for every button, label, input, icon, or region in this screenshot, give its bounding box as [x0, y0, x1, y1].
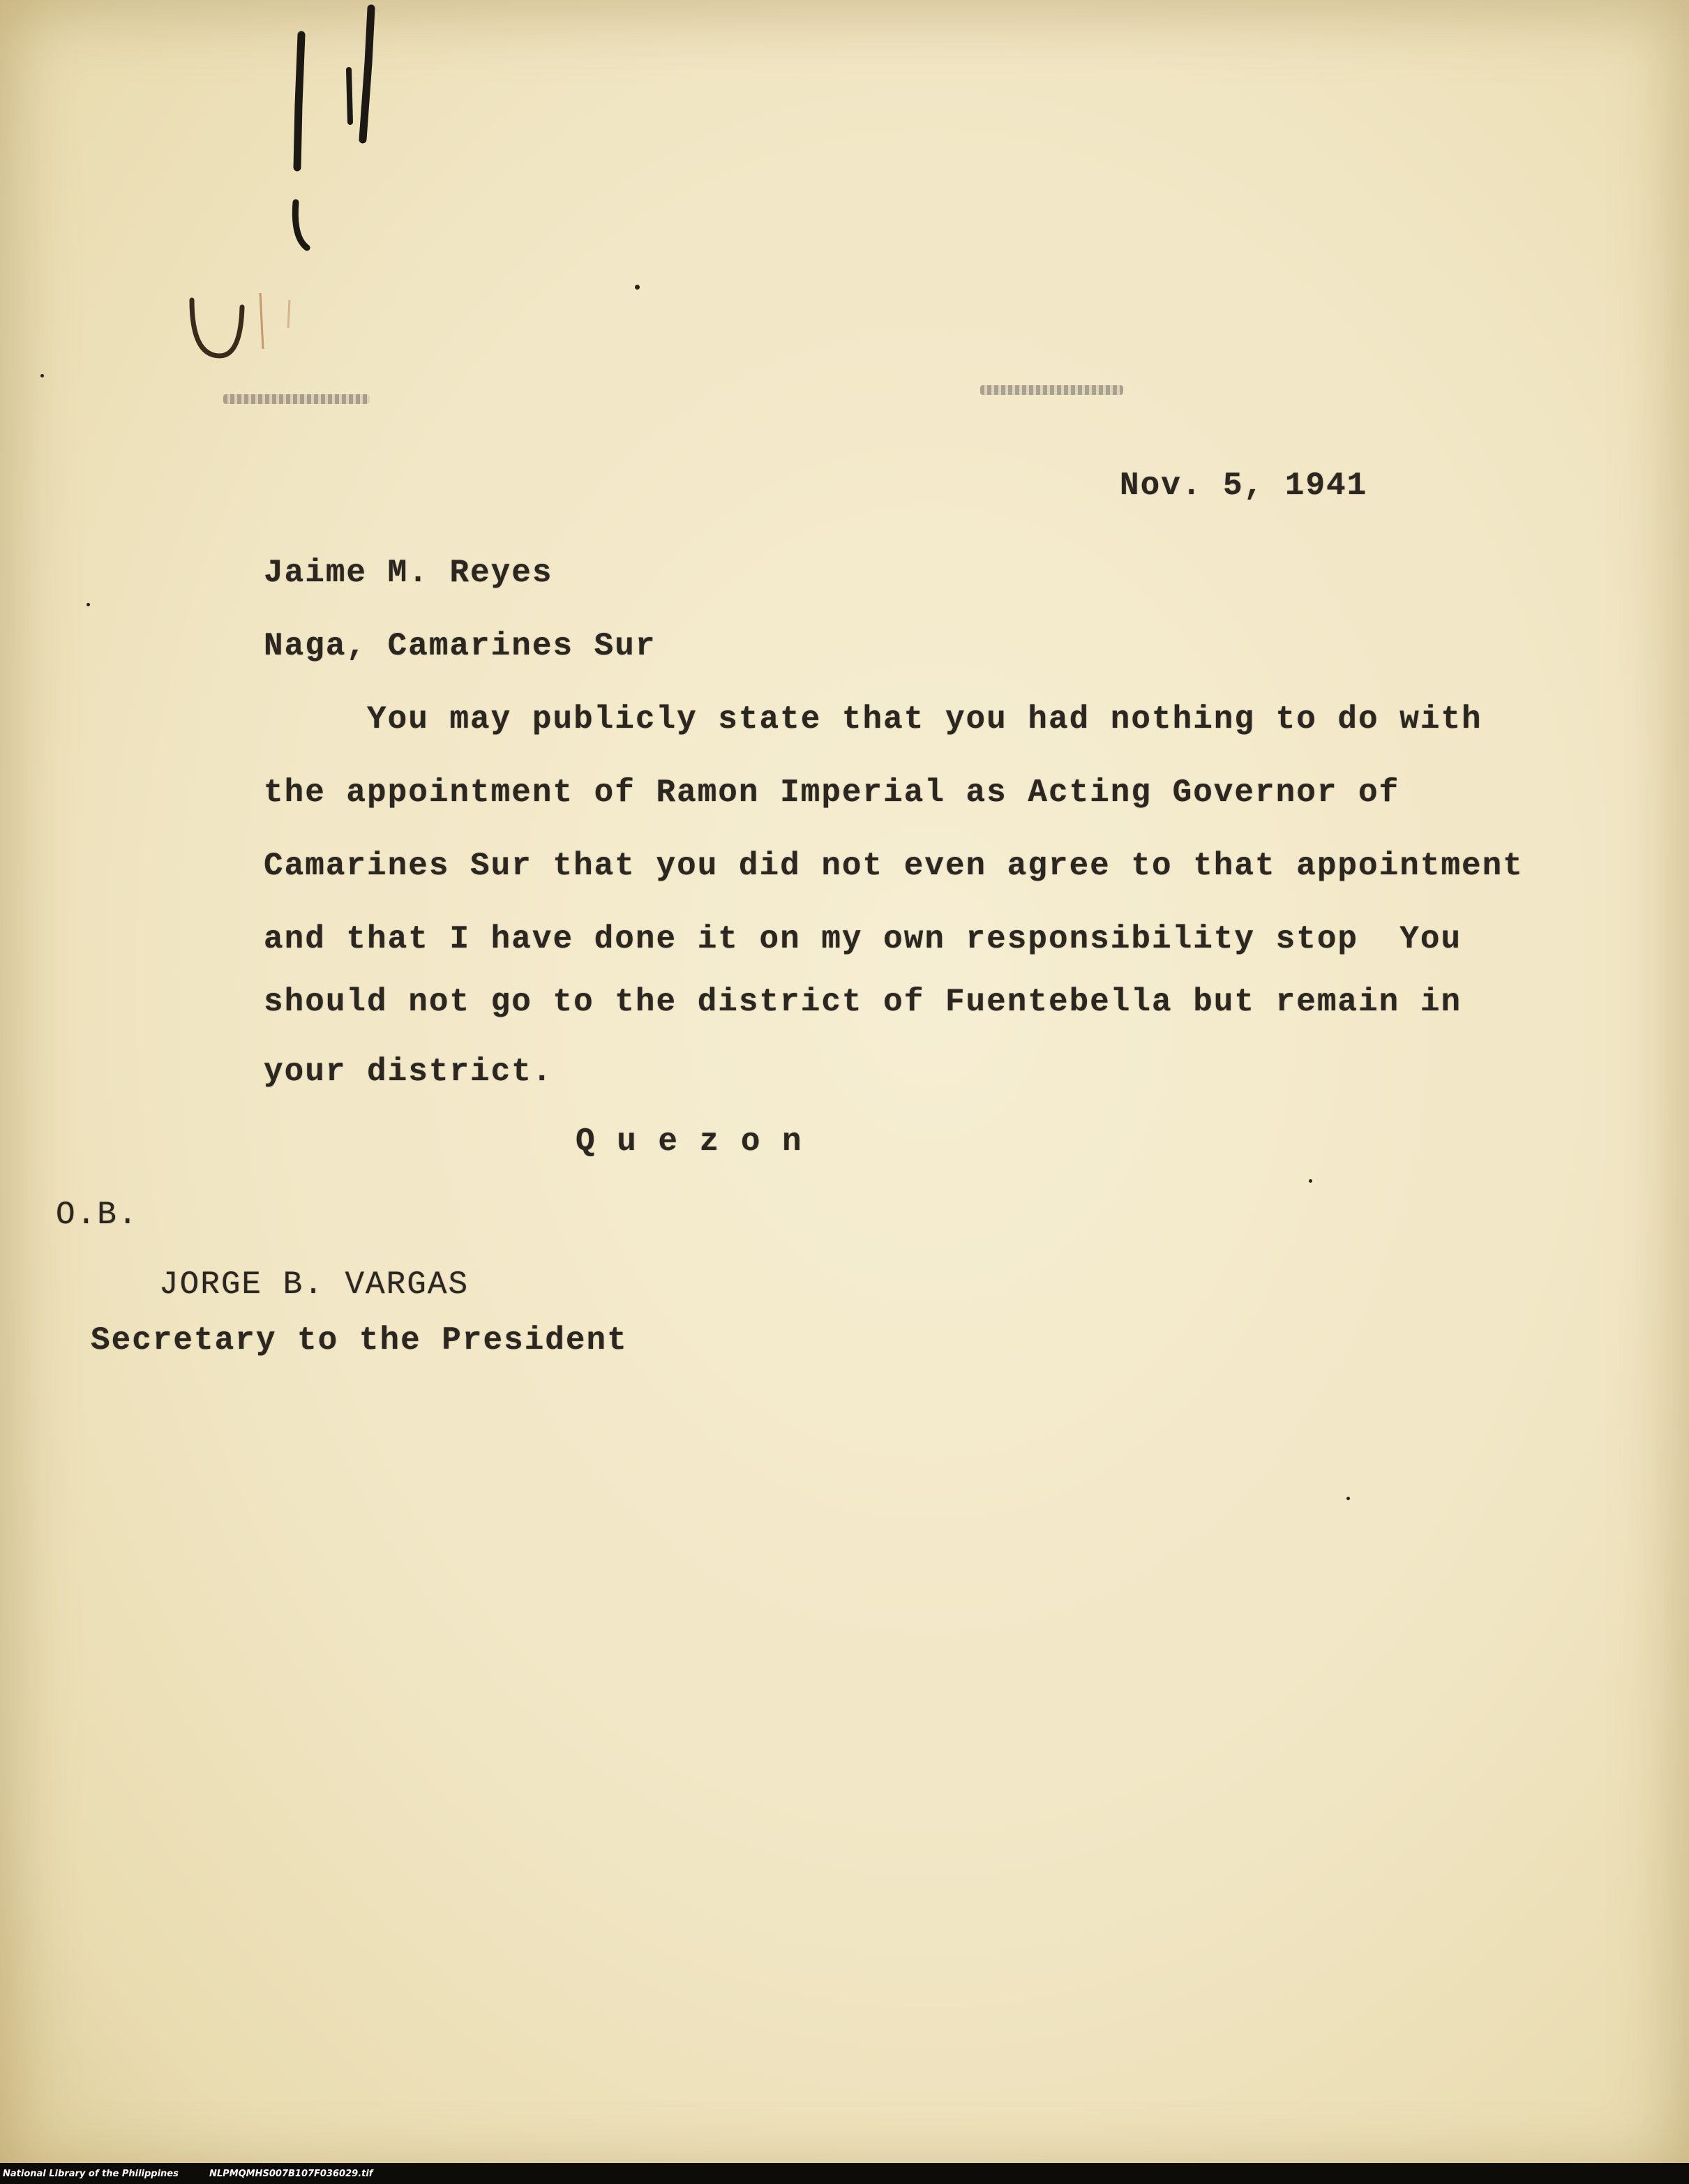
signature-quezon: Q u e z o n	[576, 1123, 803, 1160]
body-line-4: and that I have done it on my own responsibility stop You	[264, 921, 1462, 957]
body-line-3: Camarines Sur that you did not even agree to that appointment	[264, 848, 1524, 884]
footer-library: National Library of the Philippines	[3, 2169, 179, 2179]
speck-5	[1346, 1497, 1350, 1500]
body-line-6: your district.	[264, 1054, 553, 1090]
recipient-place: Naga, Camarines Sur	[264, 628, 656, 664]
secretary-name: JORGE B. VARGAS	[159, 1266, 470, 1303]
speck-1	[635, 285, 640, 290]
body-line-2: the appointment of Ramon Imperial as Acting Governor of	[264, 775, 1400, 811]
secretary-title: Secretary to the President	[91, 1322, 628, 1359]
speck-4	[1309, 1179, 1312, 1183]
handwritten-eleven-mark	[265, 0, 391, 258]
body-line-5: should not go to the district of Fuentebella but remain in	[264, 984, 1462, 1020]
speck-3	[87, 603, 90, 606]
smudge-left	[223, 394, 370, 404]
smudge-right	[980, 385, 1123, 395]
handwritten-u-mark	[178, 279, 317, 370]
recipient-name: Jaime M. Reyes	[264, 555, 553, 591]
speck-2	[40, 374, 44, 377]
footer-file-id: NLPMQMHS007B107F036029.tif	[209, 2169, 373, 2179]
letter-date: Nov. 5, 1941	[1120, 468, 1368, 504]
body-line-1: You may publicly state that you had nothing to do with	[264, 701, 1482, 738]
ob-initials: O.B.	[56, 1197, 139, 1233]
